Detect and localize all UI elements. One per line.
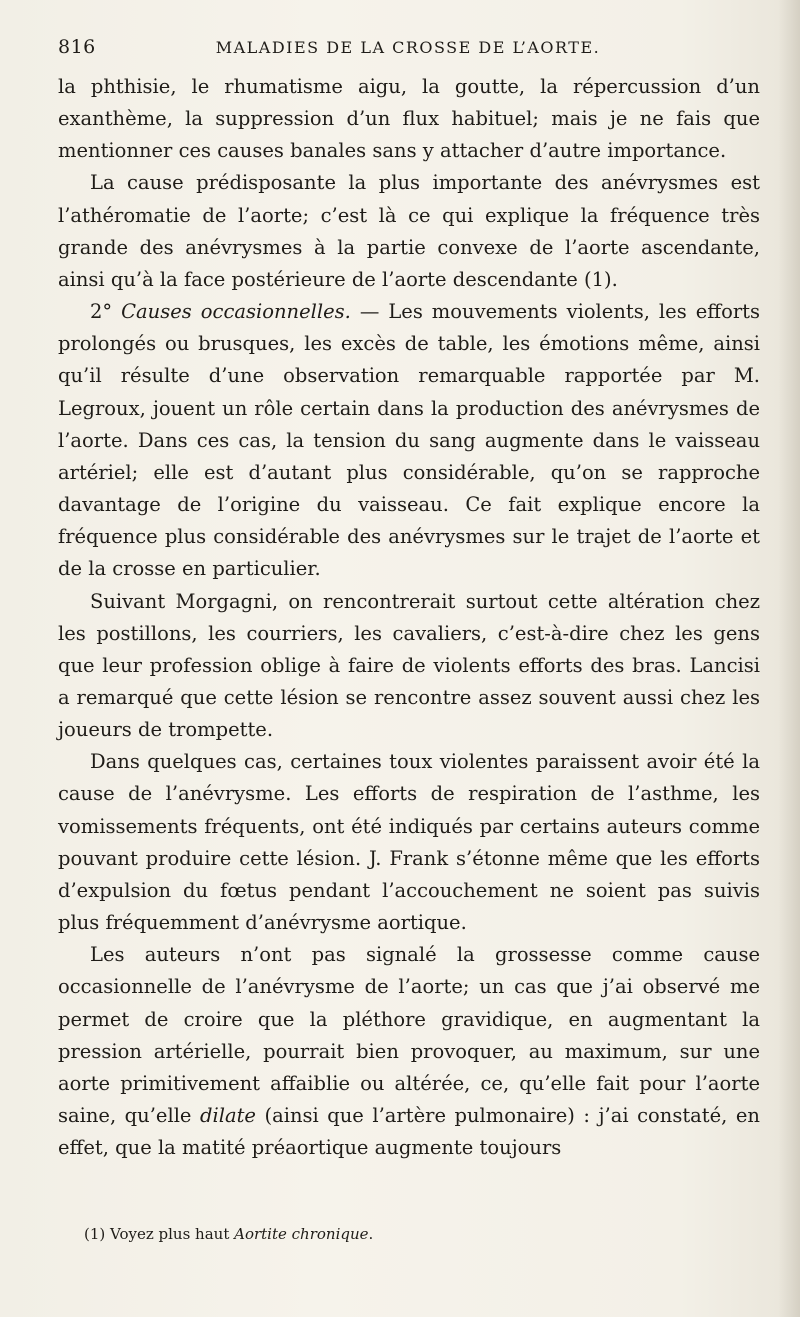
- paragraph-occasional-causes: [58, 296, 760, 585]
- page-header: [58, 36, 758, 64]
- body-text: [58, 71, 760, 1164]
- paragraph-predisposing-cause: La cause prédisposante la plus importante des anévrysmes est l’athéromatie de l’aorte; c’est là ce qui explique la fréquence très grande des anévrysmes à la partie convexe de l’aorte ascendante, ainsi qu’à la face postérieure de l’aorte descendante (1).: [58, 171, 760, 291]
- emphasis-dilate: dilate: [200, 1104, 256, 1127]
- footnote-end: .: [368, 1225, 374, 1243]
- paragraph-pregnancy: [58, 939, 760, 1164]
- pregnancy-text-a: Les auteurs n’ont pas signalé la grossesse comme cause occasionnelle de l’anévrysme de l’aorte; un cas que j’ai observé me permet de croire que la pléthore gravidique, en augmentant la pression artérielle, pourrait bien provoquer, au maximum, sur une aorte primitivement affaiblie ou altérée, ce, qu’elle fait pour l’aorte saine, qu’elle: [58, 943, 760, 1127]
- page-number: 816: [58, 36, 96, 58]
- paragraph-continuation: la phthisie, le rhumatisme aigu, la goutte, la répercussion d’un exanthème, la suppression d’un flux habituel; mais je ne fais que mentionner ces causes banales sans y attacher d’autre importance.: [58, 75, 760, 163]
- section-number: 2°: [90, 300, 122, 324]
- footnote-text: Voyez plus haut: [110, 1225, 235, 1243]
- section-text: — Les mouvements violents, les efforts prolongés ou brusques, les excès de table, les émotions même, ainsi qu’il résulte d’une observation remarquable rapportée par M. Legroux, jouent un rôle certain dans la production des anévrysmes de l’aorte. Dans ces cas, la tension du sang augmente dans le vaisseau artériel; elle est d’autant plus considérable, qu’on se rapproche davantage de l’origine du vaisseau. Ce fait explique encore la fréquence plus considérable des anévrysmes sur le trajet de l’aorte et de la crosse en particulier.: [58, 300, 760, 581]
- running-head: MALADIES DE LA CROSSE DE L’AORTE.: [215, 38, 601, 57]
- section-title: Causes occasionnelles.: [121, 300, 351, 324]
- footnote-marker: (1): [84, 1225, 111, 1243]
- paragraph-morgagni: Suivant Morgagni, on rencontrerait surtout cette altération chez les postillons, les courriers, les cavaliers, c’est-à-dire chez les gens que leur profession oblige à faire de violents efforts des bras. Lancisi a remarqué que cette lésion se rencontre assez souvent aussi chez les joueurs de trompette.: [58, 589, 760, 742]
- page-edge-shadow: [778, 0, 800, 1317]
- footnote: [84, 1224, 744, 1244]
- footnote-reference: Aortite chronique: [234, 1225, 369, 1243]
- paragraph-cough: Dans quelques cas, certaines toux violentes paraissent avoir été la cause de l’anévrysme. Les efforts de respiration de l’asthme, les vomissements fréquents, ont été indiqués par certains auteurs comme pouvant produire cette lésion. J. Frank s’étonne même que les efforts d’expulsion du fœtus pendant l’accouchement ne soient pas suivis plus fréquemment d’anévrysme aortique.: [58, 750, 760, 935]
- pregnancy-text-b: (ainsi que l’artère pulmonaire) : j’ai constaté, en effet, que la matité préaortique augmente toujours: [58, 1104, 760, 1160]
